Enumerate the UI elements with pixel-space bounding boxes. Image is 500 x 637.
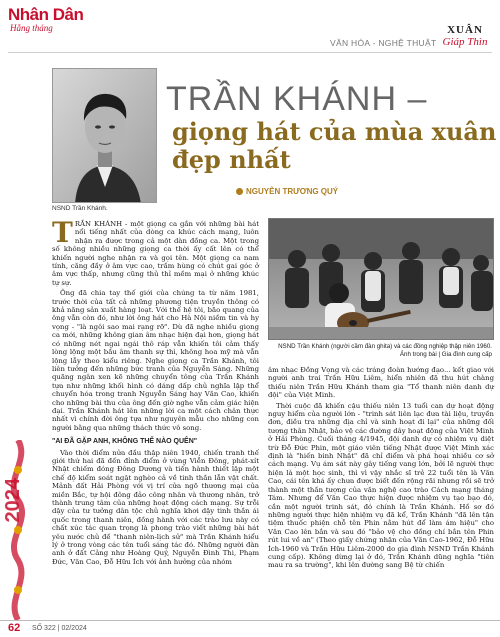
paragraph-continued: âm nhạc Đồng Vọng và các tráng đoàn hướng đạo... kết giao với người anh trai Trần Hữu Liêm, hiển nhiên đã thu hút chàng thiếu niên Trần Hữu Khánh tham gia "Tổ thanh niên danh dự đội" của Việt Minh. xyxy=(268,366,494,400)
photo-caption-credit: Ảnh trong bài | Gia đình cung cấp xyxy=(399,350,492,358)
year-mark: 2024 xyxy=(2,478,24,523)
section-label: VĂN HÓA - NGHỆ THUẬT xyxy=(330,38,437,48)
lead-text: RẦN KHÁNH - một giọng ca gắn với những bài hát nổi tiếng nhất của dòng ca khúc cách mạng, luôn nhận ra được trong cả một dàn đồng ca. Một trong số không nhiều những giọng ca thời ấy cất lên có thể khiến người nghe nhận ra và gọi tên. Một giọng ca nam tính, căng đầy ở âm vực cao, trầm hùng có chút gai góc ở âm vực thấp, nhưng cũng thủ thỉ mềm mại ở những khúc tự sự. xyxy=(52,220,259,287)
masthead-logo xyxy=(8,6,98,33)
issue-tab-top: XUÂN xyxy=(447,24,483,36)
photo-caption-main: NSND Trần Khánh (người cầm đàn ghita) và các đồng nghiệp thập niên 1960. xyxy=(278,343,492,350)
page-number: 62 xyxy=(8,622,21,634)
issue-info: SỐ 322 | 02/2024 xyxy=(32,625,87,632)
portrait-caption: NSND Trần Khánh. xyxy=(52,205,108,212)
portrait-photo xyxy=(52,68,157,203)
title-line-1: TRẦN KHÁNH – xyxy=(166,80,428,118)
footer-divider xyxy=(0,620,500,621)
section-subhead: "AI ĐÃ GẶP ANH, KHÔNG THỂ NÀO QUÊN" xyxy=(52,438,198,446)
article-title xyxy=(166,80,496,174)
left-column xyxy=(52,216,259,568)
brand-name: Nhân Dân xyxy=(8,5,84,24)
paragraph-2: Ông đã chia tay thế giới của chúng ta từ năm 1981, trước thời của tất cả những phương tiện truyền thông có khả năng sản xuất hàng loạt. Với thế hệ tôi, bão quang của ông vẫn còn đó, như lời ông hát cho Hà Nội niềm tin và hy vọng - "là ngôi sao mai rạng rỡ". Dù đã nghe nhiều giọng ca mới, những không gian âm nhạc hiện đại hơn, giọng hát có những nét ngai ngái thô ráp vẫn khiến tôi cảm thấy lòng lộng một bầu âm thanh sự thì, không hoa mỹ mà vẫn lộng lẫy theo kiểu riêng. Nghe giọng ca Trần Khánh, tôi liên tưởng đến những bức tranh của Nguyễn Sáng. Những quãng ngân xen kẽ những chuyển tông của Trần Khánh tựa như những khối hình có dáng dấp chủ nghĩa lập thể chuyển hóa trong tranh Nguyễn Sáng hay Văn Cao, khiến cho những bài thu của ông đến giờ nghe vẫn cảm giác hiện đại. Trần Khánh hát lên những lời ca một cách chân thực nhất vì chính đời ông tựa như nguyên mẫu cho những con người bằng qua những thách thức vô song. xyxy=(52,289,259,432)
paragraph-3: Vào thời điểm nửa đầu thập niên 1940, chiến tranh thế giới thứ hai đã đến đỉnh điểm ở vùng Viễn Đông, phát-xít Nhật chiếm đóng Đông Dương và tiến hành thiết lập một chế độ kiểm soát ngặt nghèo cả về tinh thần lẫn vật chất. Mảnh đất Hải Phòng với vị trí cửa ngõ thương mại của miền Bắc, tự hội đông đảo công nhân và thương nhân, trở thành trung tâm của những hoạt động cách mạng. Sự trỗi dậy của tư tưởng dân tộc chủ nghĩa khơi dậy tinh thần ái quốc trong thanh niên, đồng hành với các trào lưu này có chất xúc tác quan trọng là phong trào viết những bài hát yêu nước chủ đề "thanh niên-lịch sử" mà Trần Khánh hiểu lý ở trong vòng các tên tuổi sáng tác đó. Những người đàn anh ở đất Cảng như Hoàng Quý, Nguyễn Đình Thi, Phạm Đức, Văn Cao, Đỗ Hữu Ích với ảnh hưởng của nhóm xyxy=(52,448,259,566)
paragraph-4: Thời cuộc đã khiến cậu thiếu niên 13 tuổi can dự hoạt động nguy hiểm của người lớn - "trinh sát liên lạc đưa tài liệu, truyền đơn, điều tra những địa chỉ và sinh hoạt đi lại" của những đối tượng thân Nhật, bảo vệ các đường dây hoạt động của Việt Minh ở Hải Phòng. Cuối tháng 4/1945, đội danh dự có nhiệm vụ diệt trừ Đỗ Đức Phin, một giáo viên tiếng Nhật được Việt Minh xác định là "hiến binh Nhật" đã chỉ điểm và phá hoại nhiều cơ sở cách mạng. Vụ ám sát này gây tiếng vang lớn, bởi lẽ người thực hiện là một học sinh, thì vì vậy nhắc sĩ trẻ 22 tuổi tên là Văn Cao, cái tên khá ấy chưa được biết đến rộng rãi nhưng rồi sẽ trở thành một thần tượng của văn nghệ cao trào Cách mạng tháng Tám. Nhưng để Văn Cao thực hiện được nhiệm vụ tạo bạo đó, cần một người trinh sát, đó chính là Trần Khánh. Hồ sơ đó những người thực hiện nhiệm vụ đã kể, Trần Khánh "đã lên tận tiệm thuốc phiện chỗ tên Phin nằm hút để làm ám hiệu" cho Văn Cao lên bắn và sau đó "bảo vệ cho đồng chí bắn tên Phin rút lui về an" (Theo giấy chứng nhận của Văn Cao-1962, Đỗ Hữu Ích-1960 và Trần Hữu Liêm-2000 do gia đình NSND Trần Khánh cung cấp). Không dừng lại ở đó, Trần Khánh dũng nghĩa "tiên mau ra sa trường", khi lên đường sang Bệ từ chiến xyxy=(268,401,494,570)
author-name: NGUYỄN TRƯƠNG QUÝ xyxy=(246,187,339,196)
right-column xyxy=(268,366,494,572)
issue-tab xyxy=(438,24,492,48)
issue-tab-bottom: Giáp Thìn xyxy=(442,36,488,48)
photo-caption xyxy=(276,343,492,358)
header-divider xyxy=(8,52,492,53)
title-line-2: giọng hát của mùa xuân xyxy=(172,117,497,146)
drop-cap: T xyxy=(52,216,73,249)
brand-subtitle: Hằng tháng xyxy=(10,23,53,33)
author-byline xyxy=(236,187,338,196)
group-photo xyxy=(268,218,494,340)
title-line-3: đẹp nhất xyxy=(172,145,291,174)
lead-paragraph xyxy=(52,216,259,287)
byline-bullet-icon xyxy=(236,188,243,195)
decorative-dragon-icon xyxy=(0,440,36,620)
